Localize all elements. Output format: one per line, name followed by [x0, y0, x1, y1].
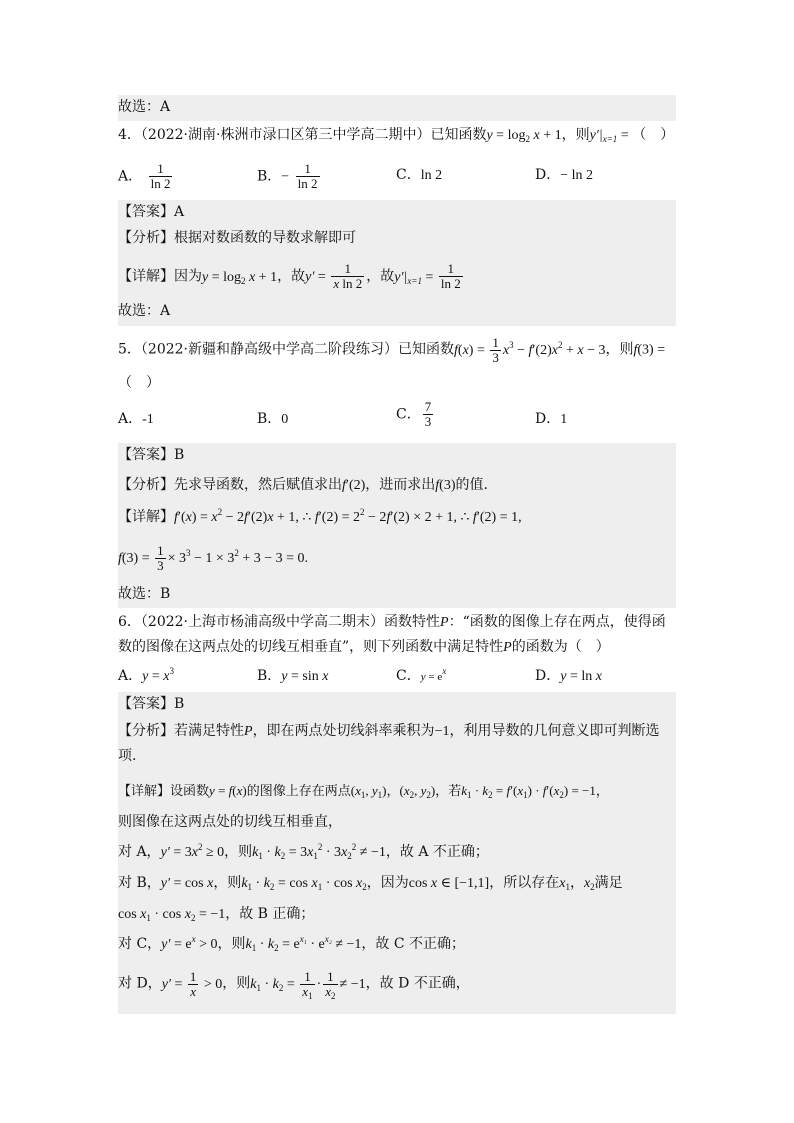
- q5-option-d-value: 1: [560, 412, 568, 427]
- q4-detail-derivative-fraction: $\frac{1}{\text{x ln 2}}$: [333, 261, 363, 291]
- q6-analysis-text-c: ，利用导数的几何意义即可判断选: [449, 723, 660, 739]
- q6-case-a-derivative: $y' = 3x^2 \ge 0$: [160, 842, 225, 860]
- q6-option-b: [257, 665, 328, 688]
- q4-option-a-numerator: 1: [149, 162, 173, 177]
- q4-number: 4．: [118, 127, 141, 143]
- q5-stem-text-a: 已知函数: [398, 341, 454, 358]
- q6-case-d-end: ，故 D 不正确，: [365, 975, 470, 992]
- q6-number: 6．: [118, 614, 141, 630]
- q6-detail-function: y = f(x): [209, 783, 247, 798]
- q5-analysis-text-c: 的值.: [455, 477, 488, 493]
- q4-option-d-value: − ln 2: [560, 168, 594, 183]
- q4-option-d-label: D．: [535, 167, 561, 183]
- q4-option-b: [257, 162, 322, 191]
- q6-analysis: [118, 720, 676, 743]
- q6-case-c-label: 对 C，: [118, 936, 162, 952]
- q4-detail-text-b: ，故: [277, 268, 306, 285]
- q6-option-d-label: D．: [535, 668, 561, 684]
- q4-option-a-fraction: [149, 162, 173, 191]
- q4-analysis: [118, 227, 676, 249]
- q6-case-b-derivative: y′ = cos x: [160, 876, 214, 891]
- q4-answer: 【答案】A: [118, 204, 185, 220]
- q4-source: （2022·湖南·株洲市渌口区第三中学高二期中）: [140, 127, 431, 143]
- q6-case-b: [118, 872, 676, 895]
- q4-derivative-at-1: $y'|_{x=1}$ =: [589, 128, 633, 144]
- q6-option-a-label: A．: [118, 668, 143, 684]
- q6-case-a-then: ，则: [224, 844, 253, 860]
- q4-detail-derivative-value: $y'|_{x=1}$ =: [394, 269, 437, 286]
- q5-option-d-label: D．: [535, 411, 561, 427]
- q6-case-b-range: cos x ∈ [−1,1]: [408, 876, 490, 891]
- q4-detail-derivative: y′ =: [305, 269, 330, 285]
- q5-analysis-f3: f(3): [435, 478, 456, 493]
- q6-case-b-condition: $\cos x_1 \cdot \cos x_2 = -1$: [118, 907, 226, 923]
- q6-case-b-end: ，故 B 正确；: [225, 906, 315, 922]
- q6-stem-line2-a: 数的图像在这两点处的切线互相垂直”，则下列函数中满足特性: [118, 639, 504, 655]
- q5-analysis-text-b: ，进而求出: [365, 477, 436, 493]
- q6-detail: [118, 780, 676, 803]
- q6-case-d-derivative: y′ = $\frac{1}{x}$ > 0: [161, 969, 223, 999]
- q6-detail-text-a: 设函数: [170, 784, 210, 799]
- q4-detail-function: $y = \log_2 x + 1$: [202, 269, 278, 286]
- q5-option-c-fraction: [423, 400, 434, 429]
- q5-detail-f3-calc: f(3) = $\frac{1}{3}$ × $3^3 - 1 \times 3^2 + 3 - 3 = 0$.: [118, 543, 309, 573]
- q6-detail-tag: 【详解】: [118, 784, 171, 799]
- q5-detail-result: [118, 544, 676, 573]
- q6-source: （2022·上海市杨浦高级中学高二期末）: [140, 614, 385, 630]
- q6-detail-points: ($x_1$, $y_1$)，($x_2$, $y_2$): [350, 783, 436, 800]
- q6-analysis-tag: 【分析】: [118, 723, 174, 739]
- q5-answer: 【答案】B: [118, 447, 185, 463]
- q6-case-b-vars: $x_1$，$x_2$: [559, 876, 595, 892]
- q5-number: 5．: [118, 341, 141, 358]
- q4-final-choice: 故选：A: [118, 303, 171, 319]
- q6-analysis-line2: 项.: [118, 748, 137, 764]
- q6-stem-line1: [118, 611, 676, 634]
- q5-option-a-value: -1: [142, 412, 154, 427]
- q4-option-a: [118, 162, 174, 191]
- q4-option-b-label: B．: [257, 168, 282, 185]
- q4-option-b-denominator: ln 2: [297, 176, 318, 191]
- q6-case-d-label: 对 D，: [118, 975, 162, 992]
- q5-stem: [118, 336, 676, 365]
- q6-case-b-cont: [118, 903, 676, 926]
- q4-option-c-label: C．: [396, 167, 421, 183]
- q5-option-a-label: A．: [118, 411, 143, 427]
- q6-property-p2: P: [503, 640, 512, 655]
- q6-case-b-exist: ，所以存在: [489, 875, 560, 891]
- q4-option-d: [535, 164, 593, 187]
- q6-stem-text-a: 函数特性: [384, 614, 441, 630]
- q3-final-choice: 故选：A: [118, 99, 171, 115]
- q4-detail-derivative-value-fraction: $\frac{1}{\ln 2}$: [440, 261, 461, 291]
- q5-function-formula: f(x) = $\frac{1}{3}$ $x^3 - f'(2)x^2 + x - 3$: [454, 335, 606, 365]
- q6-detail-text-c: ，若: [435, 784, 462, 799]
- q6-case-b-product: $k_1 \cdot k_2 = \cos x_1 \cdot \cos x_2$: [241, 876, 367, 892]
- q5-stem-text-b: ，则: [605, 341, 634, 358]
- q4-option-b-sign: −: [281, 169, 290, 185]
- q5-f3: f(3) =: [633, 342, 666, 358]
- q6-option-c: [396, 665, 446, 688]
- q6-case-a-end: ，故 A 不正确；: [385, 844, 489, 860]
- q4-detail-text-a: 因为: [174, 268, 202, 285]
- q5-option-c-denominator: 3: [424, 414, 432, 429]
- q5-option-b: [257, 408, 288, 431]
- q6-analysis-text-a: 若满足特性: [174, 723, 244, 739]
- q4-option-a-label: A．: [118, 168, 143, 185]
- q4-option-c-value: ln 2: [420, 168, 443, 183]
- q6-analysis-p: P: [244, 724, 253, 739]
- q5-analysis-fprime2: f′(2): [342, 478, 366, 493]
- q6-case-c-then: ，则: [217, 936, 246, 952]
- q5-analysis-text-a: 先求导函数，然后赋值求出: [174, 477, 342, 493]
- q6-case-b-label: 对 B，: [118, 875, 161, 891]
- q6-case-b-satisfy: 满足: [594, 875, 623, 891]
- q6-option-b-formula: y = sin x: [281, 669, 329, 684]
- q5-option-b-value: 0: [281, 412, 289, 427]
- q6-case-d-then: ，则: [222, 975, 251, 992]
- q6-stem-line2-b: 的函数为（ ）: [511, 639, 610, 655]
- q5-option-d: [535, 408, 567, 431]
- q6-analysis-neg-one: −1: [434, 724, 450, 739]
- q6-case-d: [118, 970, 676, 999]
- q6-case-d-product: $k_1 \cdot k_2$ = $\frac{1}{x_1}$ · $\frac{1}{x_2}$ ≠ −1: [250, 969, 366, 1001]
- q4-stem: [118, 124, 676, 147]
- q5-final-choice: 故选：B: [118, 586, 171, 602]
- q5-option-c-label: C．: [396, 406, 421, 423]
- q4-stem-text-a: 已知函数: [430, 127, 487, 143]
- q6-case-b-then: ，则: [213, 875, 242, 891]
- q6-detail-line2: 则图像在这两点处的切线互相垂直，: [118, 814, 342, 830]
- q5-option-b-label: B．: [257, 411, 282, 427]
- q4-detail: [118, 262, 676, 291]
- q5-option-c-numerator: 7: [424, 399, 432, 414]
- q6-case-c: [118, 933, 676, 956]
- q4-option-b-fraction: [296, 162, 320, 191]
- q6-property-p: P: [440, 615, 449, 630]
- q4-stem-text-c: ，则: [561, 127, 590, 143]
- q4-stem-text-e: （ ）: [632, 127, 675, 143]
- q4-option-a-denominator: ln 2: [150, 176, 171, 191]
- q4-function-formula: $y = \log_2 x + 1$: [486, 128, 562, 144]
- q6-option-c-label: C．: [396, 668, 421, 684]
- q4-detail-text-c: ，故: [366, 268, 395, 285]
- q6-detail-slope-product: $k_1 \cdot k_2 = f'(x_1) \cdot f'(x_2) = -1$，: [461, 783, 609, 800]
- q5-detail-derivation: $f'(x) = x^2 - 2f'(2)x + 1$, ∴ $f'(2) = 2^2 - 2f'(2) \times 2 + 1$, ∴ f′(2) = 1,: [174, 507, 522, 525]
- q6-case-c-end: ，故 C 不正确；: [361, 936, 466, 952]
- q6-option-d: [535, 665, 602, 688]
- q6-option-d-formula: y = ln x: [560, 669, 602, 684]
- q4-option-c: [396, 164, 442, 187]
- q5-detail-tag: 【详解】: [118, 509, 174, 525]
- q6-answer: 【答案】B: [118, 696, 185, 712]
- q6-option-b-label: B．: [257, 668, 282, 684]
- q5-analysis: [118, 474, 676, 497]
- q6-option-a-formula: $y = x^3$: [142, 666, 174, 684]
- q6-case-a: [118, 841, 676, 864]
- q6-case-a-label: 对 A，: [118, 844, 161, 860]
- q6-case-c-product: $k_1 \cdot k_2 = e^{x_1} \cdot e^{x_2} \ne -1$: [245, 934, 362, 953]
- q5-detail: [118, 506, 676, 529]
- q6-stem-line2: [118, 636, 676, 659]
- q6-analysis-text-b: ，即在两点处切线斜率乘积为: [252, 723, 435, 739]
- q6-case-c-derivative: $y' = e^x > 0$: [161, 934, 218, 952]
- q5-source: （2022·新疆和静高级中学高二阶段练习）: [140, 341, 398, 358]
- q6-case-a-product: $k_1 \cdot k_2 = 3x_1^2 \cdot 3x_2^2 \ne -1$: [252, 842, 386, 861]
- q4-detail-tag: 【详解】: [118, 268, 174, 285]
- q4-analysis-text: 根据对数函数的导数求解即可: [174, 230, 356, 246]
- q5-analysis-tag: 【分析】: [118, 477, 174, 493]
- q6-option-c-formula: $y = e^x$: [420, 666, 447, 683]
- q5-option-a: [118, 408, 154, 431]
- q6-case-b-because: ，因为: [366, 875, 409, 891]
- q5-option-c: [396, 400, 435, 429]
- q6-detail-text-b: 的图像上存在两点: [246, 784, 351, 799]
- q4-option-b-numerator: 1: [296, 162, 320, 177]
- q5-stem-bracket: （ ）: [118, 375, 160, 391]
- q6-stem-text-b: ：“函数的图像上存在两点，使得函: [448, 614, 666, 630]
- q4-analysis-tag: 【分析】: [118, 230, 174, 246]
- q6-option-a: [118, 665, 174, 688]
